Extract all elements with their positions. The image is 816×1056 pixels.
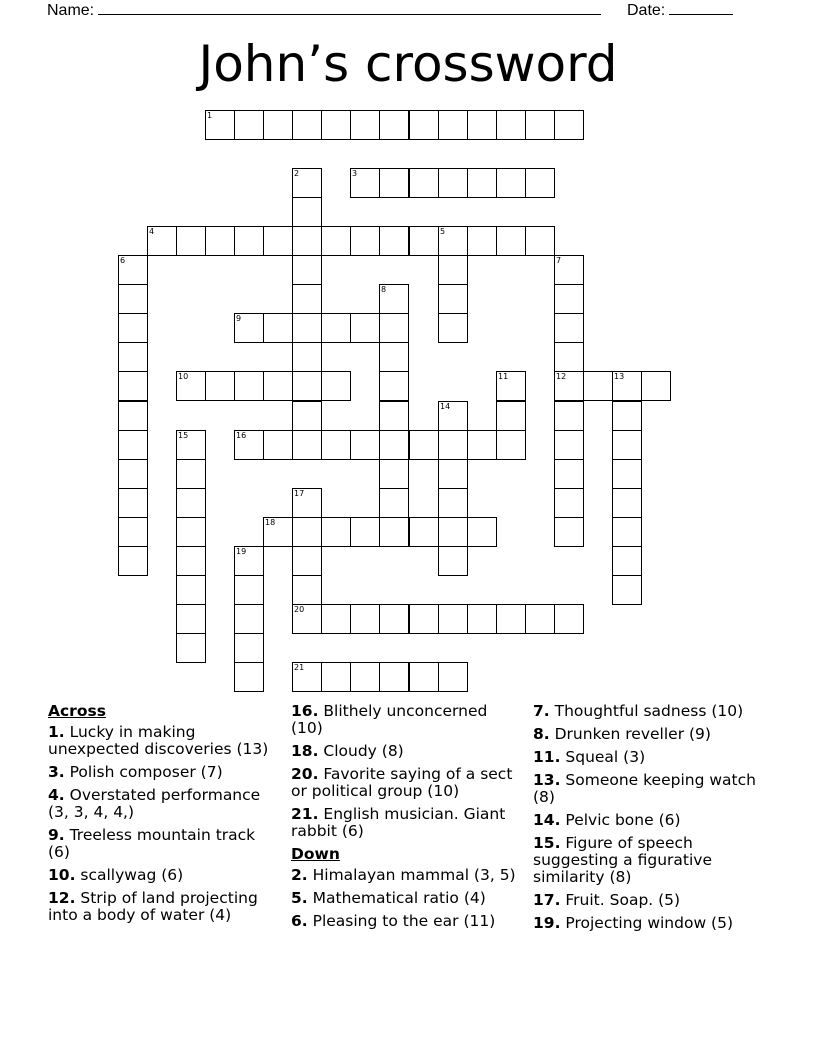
clue-item	[48, 764, 278, 781]
grid-cell[interactable]	[438, 284, 468, 314]
cell-number: 16	[236, 431, 247, 440]
grid-cell[interactable]	[176, 430, 206, 460]
grid-cell[interactable]	[379, 459, 409, 489]
grid-cell[interactable]	[438, 604, 468, 634]
clue-text: Drunken reveller (9)	[549, 725, 711, 743]
clue-text: Favorite saying of a sect or political group (10)	[291, 765, 513, 800]
grid-cell[interactable]	[496, 401, 526, 431]
grid-cell[interactable]	[292, 255, 322, 285]
cell-number: 7	[556, 256, 562, 265]
clue-text: Strip of land projecting into a body of water (4)	[48, 889, 258, 924]
clue-text: Treeless mountain track (6)	[48, 826, 256, 861]
grid-cell[interactable]	[350, 226, 380, 256]
grid-cell[interactable]	[350, 517, 380, 547]
clues-column-1	[48, 703, 278, 930]
grid-cell[interactable]	[438, 255, 468, 285]
grid-cell[interactable]	[234, 546, 264, 576]
grid-cell[interactable]	[612, 546, 642, 576]
grid-cell[interactable]	[438, 168, 468, 198]
grid-cell[interactable]	[234, 604, 264, 634]
grid-cell[interactable]	[234, 575, 264, 605]
clue-number: 18.	[291, 742, 319, 760]
grid-cell[interactable]	[234, 110, 264, 140]
cell-number: 15	[178, 431, 189, 440]
grid-cell[interactable]	[176, 226, 206, 256]
cell-number: 21	[294, 663, 305, 672]
grid-cell[interactable]	[438, 313, 468, 343]
grid-cell[interactable]	[554, 255, 584, 285]
grid-cell[interactable]	[467, 517, 497, 547]
grid-cell[interactable]	[321, 430, 351, 460]
clue-number: 16.	[291, 702, 319, 720]
grid-cell[interactable]	[554, 284, 584, 314]
grid-cell[interactable]	[350, 430, 380, 460]
grid-cell[interactable]	[118, 459, 148, 489]
grid-cell[interactable]	[321, 517, 351, 547]
grid-cell[interactable]	[292, 342, 322, 372]
grid-cell[interactable]	[292, 430, 322, 460]
grid-cell[interactable]	[379, 168, 409, 198]
grid-cell[interactable]	[438, 546, 468, 576]
grid-cell[interactable]	[350, 313, 380, 343]
cell-number: 19	[236, 547, 247, 556]
clue-number: 13.	[533, 771, 561, 789]
grid-cell[interactable]	[438, 430, 468, 460]
grid-cell[interactable]	[292, 575, 322, 605]
clue-item	[291, 806, 521, 840]
grid-cell[interactable]	[409, 662, 439, 692]
grid-cell[interactable]	[292, 110, 322, 140]
grid-cell[interactable]	[554, 430, 584, 460]
grid-cell[interactable]	[118, 430, 148, 460]
grid-cell[interactable]	[234, 313, 264, 343]
grid-cell[interactable]	[176, 517, 206, 547]
clue-number: 4.	[48, 786, 65, 804]
grid-cell[interactable]	[321, 110, 351, 140]
grid-cell[interactable]	[321, 226, 351, 256]
cell-number: 11	[498, 372, 509, 381]
cell-number: 10	[178, 372, 189, 381]
clue-number: 14.	[533, 811, 561, 829]
clue-text: Thoughtful sadness (10)	[549, 702, 744, 720]
clue-item	[533, 772, 768, 806]
grid-cell[interactable]	[118, 342, 148, 372]
grid-cell[interactable]	[467, 110, 497, 140]
grid-cell[interactable]	[176, 575, 206, 605]
clue-text: Someone keeping watch (8)	[533, 771, 756, 806]
grid-cell[interactable]	[409, 604, 439, 634]
grid-cell[interactable]	[263, 226, 293, 256]
grid-cell[interactable]	[379, 110, 409, 140]
clue-number: 5.	[291, 889, 308, 907]
grid-cell[interactable]	[496, 371, 526, 401]
grid-cell[interactable]	[467, 226, 497, 256]
grid-cell[interactable]	[118, 255, 148, 285]
grid-cell[interactable]	[554, 401, 584, 431]
grid-cell[interactable]	[118, 284, 148, 314]
grid-cell[interactable]	[147, 226, 177, 256]
grid-cell[interactable]	[554, 459, 584, 489]
clue-text: Pleasing to the ear (11)	[307, 912, 496, 930]
grid-cell[interactable]	[292, 313, 322, 343]
grid-cell[interactable]	[379, 342, 409, 372]
grid-cell[interactable]	[176, 546, 206, 576]
grid-cell[interactable]	[118, 517, 148, 547]
grid-cell[interactable]	[321, 604, 351, 634]
grid-cell[interactable]	[379, 371, 409, 401]
grid-cell[interactable]	[234, 371, 264, 401]
grid-cell[interactable]	[118, 488, 148, 518]
grid-cell[interactable]	[496, 110, 526, 140]
grid-cell[interactable]	[612, 371, 642, 401]
clue-number: 15.	[533, 834, 561, 852]
name-label: Name:	[47, 2, 95, 19]
clue-item	[291, 867, 521, 884]
grid-cell[interactable]	[554, 604, 584, 634]
grid-cell[interactable]	[438, 662, 468, 692]
grid-cell[interactable]	[554, 313, 584, 343]
clue-item	[291, 890, 521, 907]
grid-cell[interactable]	[176, 633, 206, 663]
grid-cell[interactable]	[612, 488, 642, 518]
grid-cell[interactable]	[234, 430, 264, 460]
clue-number: 17.	[533, 891, 561, 909]
grid-cell[interactable]	[612, 459, 642, 489]
clue-item	[533, 915, 768, 932]
cell-number: 18	[265, 518, 276, 527]
grid-cell[interactable]	[321, 313, 351, 343]
grid-cell[interactable]	[379, 604, 409, 634]
grid-cell[interactable]	[118, 401, 148, 431]
grid-cell[interactable]	[467, 604, 497, 634]
grid-cell[interactable]	[292, 662, 322, 692]
clue-section-heading: Down	[291, 845, 340, 863]
grid-cell[interactable]	[379, 401, 409, 431]
grid-cell[interactable]	[350, 110, 380, 140]
cell-number: 2	[294, 169, 300, 178]
grid-cell[interactable]	[379, 313, 409, 343]
cell-number: 4	[149, 227, 155, 236]
clue-number: 9.	[48, 826, 65, 844]
grid-cell[interactable]	[438, 401, 468, 431]
clue-item	[533, 812, 768, 829]
grid-cell[interactable]	[263, 517, 293, 547]
grid-cell[interactable]	[554, 110, 584, 140]
grid-cell[interactable]	[263, 313, 293, 343]
grid-cell[interactable]	[176, 459, 206, 489]
clue-number: 10.	[48, 866, 76, 884]
page-title: John’s crossword	[198, 35, 618, 93]
clue-text: scallywag (6)	[75, 866, 184, 884]
grid-cell[interactable]	[118, 546, 148, 576]
grid-cell[interactable]	[292, 284, 322, 314]
grid-cell[interactable]	[379, 488, 409, 518]
grid-cell[interactable]	[176, 371, 206, 401]
clue-item	[533, 749, 768, 766]
grid-cell[interactable]	[467, 430, 497, 460]
clue-item	[48, 724, 278, 758]
grid-cell[interactable]	[234, 662, 264, 692]
grid-cell[interactable]	[525, 226, 555, 256]
clue-text: Mathematical ratio (4)	[307, 889, 486, 907]
date-label: Date:	[627, 2, 666, 19]
grid-cell[interactable]	[438, 517, 468, 547]
clue-text: Lucky in making unexpected discoveries (13)	[48, 723, 269, 758]
clue-item	[291, 766, 521, 800]
grid-cell[interactable]	[118, 313, 148, 343]
grid-cell[interactable]	[612, 517, 642, 547]
clue-item	[48, 867, 278, 884]
grid-cell[interactable]	[292, 226, 322, 256]
grid-cell[interactable]	[350, 662, 380, 692]
grid-cell[interactable]	[379, 226, 409, 256]
clues-column-2	[291, 703, 521, 936]
grid-cell[interactable]	[234, 226, 264, 256]
grid-cell[interactable]	[350, 168, 380, 198]
clues-column-3	[533, 703, 768, 938]
grid-cell[interactable]	[612, 575, 642, 605]
grid-cell[interactable]	[118, 371, 148, 401]
clue-text: Pelvic bone (6)	[560, 811, 681, 829]
grid-cell[interactable]	[409, 517, 439, 547]
grid-cell[interactable]	[438, 488, 468, 518]
grid-cell[interactable]	[612, 401, 642, 431]
grid-cell[interactable]	[554, 517, 584, 547]
grid-cell[interactable]	[292, 168, 322, 198]
clue-text: Polish composer (7)	[64, 763, 223, 781]
grid-cell[interactable]	[467, 168, 497, 198]
cell-number: 12	[556, 372, 567, 381]
grid-cell[interactable]	[379, 430, 409, 460]
grid-cell[interactable]	[176, 604, 206, 634]
grid-cell[interactable]	[379, 662, 409, 692]
cell-number: 5	[440, 227, 446, 236]
clue-number: 6.	[291, 912, 308, 930]
clue-item	[533, 726, 768, 743]
clue-item	[48, 787, 278, 821]
grid-cell[interactable]	[350, 604, 380, 634]
cell-number: 9	[236, 314, 242, 323]
clue-number: 12.	[48, 889, 76, 907]
cell-number: 8	[381, 285, 387, 294]
grid-cell[interactable]	[292, 371, 322, 401]
clue-item	[533, 703, 768, 720]
grid-cell[interactable]	[496, 430, 526, 460]
clue-number: 1.	[48, 723, 65, 741]
grid-cell[interactable]	[409, 168, 439, 198]
grid-cell[interactable]	[554, 371, 584, 401]
grid-cell[interactable]	[525, 604, 555, 634]
grid-cell[interactable]	[292, 401, 322, 431]
grid-cell[interactable]	[438, 459, 468, 489]
clue-number: 8.	[533, 725, 550, 743]
clue-item	[48, 890, 278, 924]
clue-item	[48, 827, 278, 861]
grid-cell[interactable]	[292, 604, 322, 634]
grid-cell[interactable]	[176, 488, 206, 518]
clue-item	[291, 913, 521, 930]
grid-cell[interactable]	[292, 197, 322, 227]
clue-number: 20.	[291, 765, 319, 783]
grid-cell[interactable]	[234, 633, 264, 663]
grid-cell[interactable]	[554, 488, 584, 518]
grid-cell[interactable]	[612, 430, 642, 460]
clue-text: English musician. Giant rabbit (6)	[291, 805, 506, 840]
grid-cell[interactable]	[438, 226, 468, 256]
grid-cell[interactable]	[292, 517, 322, 547]
grid-cell[interactable]	[409, 110, 439, 140]
grid-cell[interactable]	[321, 371, 351, 401]
grid-cell[interactable]	[292, 488, 322, 518]
grid-cell[interactable]	[263, 430, 293, 460]
grid-cell[interactable]	[205, 110, 235, 140]
grid-cell[interactable]	[379, 284, 409, 314]
grid-cell[interactable]	[496, 226, 526, 256]
clue-text: Squeal (3)	[560, 748, 646, 766]
clue-text: Projecting window (5)	[560, 914, 734, 932]
clue-item	[291, 703, 521, 737]
cell-number: 13	[614, 372, 625, 381]
grid-cell[interactable]	[554, 342, 584, 372]
grid-cell[interactable]	[496, 168, 526, 198]
grid-cell[interactable]	[263, 371, 293, 401]
clue-number: 7.	[533, 702, 550, 720]
clue-number: 2.	[291, 866, 308, 884]
cell-number: 1	[207, 111, 213, 120]
clue-text: Cloudy (8)	[318, 742, 404, 760]
grid-cell[interactable]	[583, 371, 613, 401]
clue-number: 11.	[533, 748, 561, 766]
cell-number: 17	[294, 489, 305, 498]
cell-number: 6	[120, 256, 126, 265]
grid-cell[interactable]	[438, 110, 468, 140]
clue-item	[533, 892, 768, 909]
grid-cell[interactable]	[321, 662, 351, 692]
grid-cell[interactable]	[409, 430, 439, 460]
grid-cell[interactable]	[525, 168, 555, 198]
clue-text: Fruit. Soap. (5)	[560, 891, 681, 909]
cell-number: 14	[440, 402, 451, 411]
cell-number: 20	[294, 605, 305, 614]
clue-number: 19.	[533, 914, 561, 932]
clue-text: Figure of speech suggesting a figurative similarity (8)	[533, 834, 712, 886]
grid-cell[interactable]	[205, 226, 235, 256]
grid-cell[interactable]	[641, 371, 671, 401]
grid-cell[interactable]	[496, 604, 526, 634]
clue-item	[291, 743, 521, 760]
grid-cell[interactable]	[379, 517, 409, 547]
grid-cell[interactable]	[205, 371, 235, 401]
clue-number: 21.	[291, 805, 319, 823]
cell-number: 3	[352, 169, 358, 178]
clue-item	[533, 835, 768, 886]
grid-cell[interactable]	[292, 546, 322, 576]
clue-text: Himalayan mammal (3, 5)	[307, 866, 516, 884]
grid-cell[interactable]	[263, 110, 293, 140]
clue-text: Overstated performance (3, 3, 4, 4,)	[48, 786, 261, 821]
clue-section-heading: Across	[48, 702, 106, 720]
grid-cell[interactable]	[409, 226, 439, 256]
grid-cell[interactable]	[525, 110, 555, 140]
clue-text: Blithely unconcerned (10)	[291, 702, 488, 737]
clue-number: 3.	[48, 763, 65, 781]
